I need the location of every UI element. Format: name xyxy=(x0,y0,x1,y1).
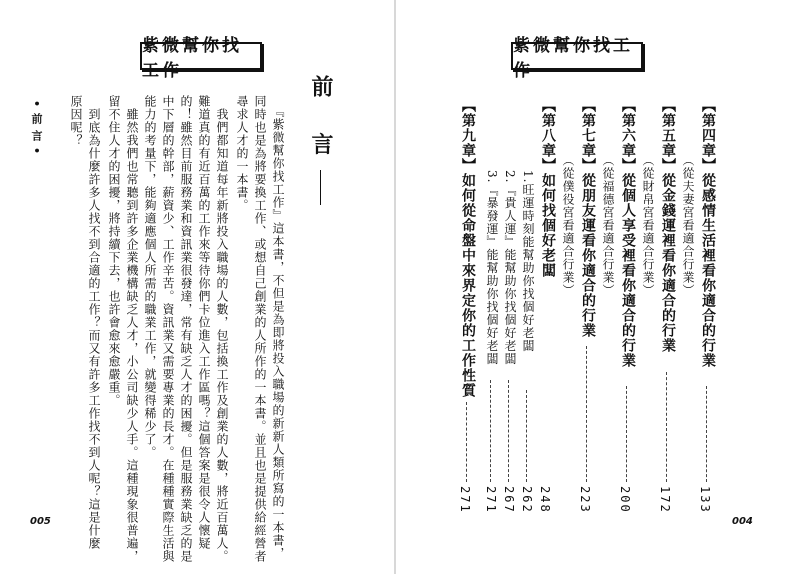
toc-chapter-4: 【第四章】從感情生活裡看你適合的行業 xyxy=(700,98,716,368)
book-title-header: 紫微幫你找工作 xyxy=(511,42,643,70)
toc-leader xyxy=(508,380,509,482)
toc-leader xyxy=(666,372,667,482)
toc-chapter-4-sub: （從夫妻宮看適合行業） xyxy=(681,154,695,297)
paragraph-line: 能力的考量下，能夠適應個人所需的職業工作，就變得稀少了。 xyxy=(143,95,157,459)
paragraph-line: 的！雖然目前服務業和資訊業很發達，常有缺乏人才的困擾。但是服務業缺乏的是 xyxy=(179,95,193,563)
toc-page-8: 248 xyxy=(538,486,552,514)
toc-item-3: 3.『暴發運』能幫助你找個好老闆 xyxy=(485,170,499,366)
toc-leader xyxy=(466,402,467,482)
running-head: •前言• xyxy=(30,100,43,161)
toc-page-5: 172 xyxy=(658,486,672,514)
toc-chapter-8: 【第八章】如何找個好老闆 xyxy=(540,98,556,278)
title-rule xyxy=(320,170,321,205)
toc-item-1: 1.旺運時刻能幫助你找個好老闆 xyxy=(521,170,535,353)
toc-item-2: 2.『貴人運』能幫助你找個好老闆 xyxy=(503,170,517,366)
toc-chapter-6: 【第六章】從個人享受裡看你適合的行業 xyxy=(620,98,636,368)
toc-chapter-9: 【第九章】如何從命盤中來界定你的工作性質 xyxy=(460,98,476,398)
paragraph-line: 留不住人才的困擾，將持續下去，也許會愈來愈嚴重。 xyxy=(107,95,121,407)
paragraph-line: 雖然我們也常聽到許多企業機構缺乏人才，小公司缺少人手。這種現象很普遍， xyxy=(125,108,139,563)
toc-page-4: 133 xyxy=(698,486,712,514)
toc-chapter-7: 【第七章】從朋友運看你適合的行業 xyxy=(580,98,596,338)
paragraph-line: 原因呢？ xyxy=(69,95,83,147)
toc-chapter-7-sub: （從僕役宮看適合行業） xyxy=(561,154,575,297)
toc-page-7: 223 xyxy=(578,486,592,514)
toc-chapter-5-sub: （從財帛宮看適合行業） xyxy=(641,154,655,297)
paragraph-line: 『紫微幫你找工作』這本書，不但是為即將投入職場的新新人類所寫的一本書， xyxy=(271,105,285,560)
paragraph-line: 尋求人才的一本書。 xyxy=(235,95,249,212)
right-page xyxy=(396,0,793,574)
book-title-header: 紫微幫你找工作 xyxy=(140,42,262,70)
paragraph-line: 到底為什麼許多人找不到合適的工作？而又有許多工作找不到人呢？這是什麼 xyxy=(87,108,101,550)
paragraph-line: 我們都知道每年新將投入職場的人數，包括換工作及創業的人數，將近百萬人。 xyxy=(215,108,229,563)
toc-page-6: 200 xyxy=(618,486,632,514)
toc-leader xyxy=(706,386,707,482)
paragraph-line: 難道真的有近百萬的工作來等待你們卡位進入工作區嗎？這個答案是很令人懷疑 xyxy=(197,95,211,550)
page-number: 005 xyxy=(30,516,51,527)
toc-page-item-2: 267 xyxy=(502,486,516,514)
toc-leader xyxy=(586,346,587,482)
toc-page-item-1: 262 xyxy=(520,486,534,514)
page-number: 004 xyxy=(732,516,753,527)
page-title: 前 言 xyxy=(308,75,334,169)
toc-chapter-5: 【第五章】從金錢運裡看你適合的行業 xyxy=(660,98,676,353)
paragraph-line: 同時也是為將要換工作、或想自己創業的人所作的一本書。並且也是提供給經營者 xyxy=(253,95,267,563)
paragraph-line: 中下層的幹部，薪資少、工作辛苦。資訊業又需要專業的長才。在種種實際生活與 xyxy=(161,95,175,563)
left-page xyxy=(0,0,396,574)
toc-leader xyxy=(626,386,627,482)
toc-page-item-3: 271 xyxy=(484,486,498,514)
toc-chapter-6-sub: （從福德宮看適合行業） xyxy=(601,154,615,297)
toc-leader xyxy=(526,390,527,482)
toc-leader xyxy=(490,380,491,482)
toc-page-9: 271 xyxy=(458,486,472,514)
